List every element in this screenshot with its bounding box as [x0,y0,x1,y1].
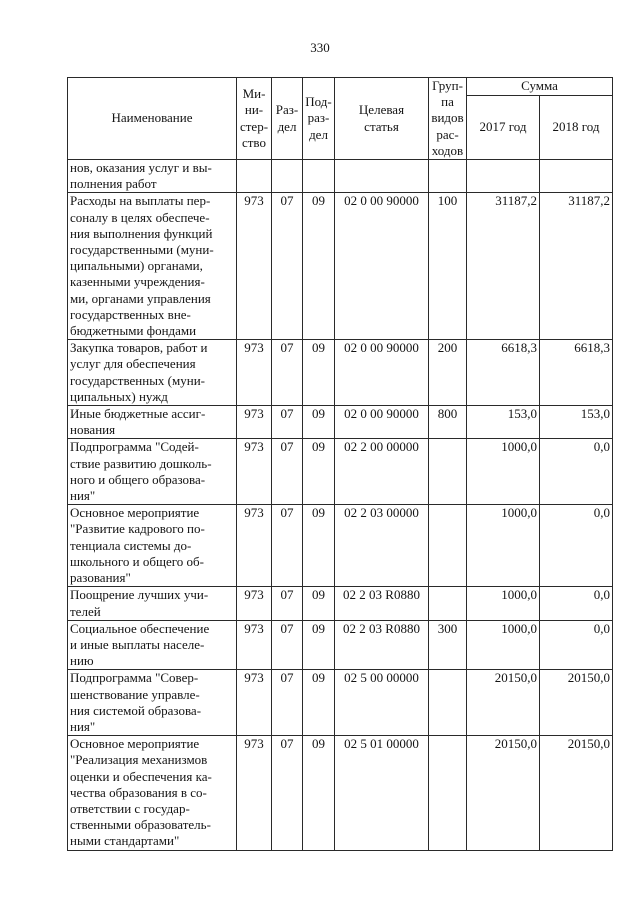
row-sum-2017: 1000,0 [467,620,540,670]
row-target-article: 02 2 00 00000 [335,439,429,505]
row-section: 07 [272,439,303,505]
row-ministry: 973 [237,670,272,736]
row-section [272,160,303,193]
row-sum-2018 [540,160,613,193]
row-sum-2018: 0,0 [540,587,613,620]
row-sum-2017: 153,0 [467,406,540,439]
row-name: Закупка товаров, работ и услуг для обеспечения государственных (муни- ципальных) нужд [68,340,237,406]
row-ministry: 973 [237,340,272,406]
header-year-2017: 2017 год [467,96,540,160]
row-ministry: 973 [237,193,272,340]
row-section: 07 [272,406,303,439]
table-row [68,736,613,850]
row-sum-2018: 153,0 [540,406,613,439]
row-sum-2018: 6618,3 [540,340,613,406]
row-name: Поощрение лучших учи- телей [68,587,237,620]
row-section: 07 [272,620,303,670]
row-name: Иные бюджетные ассиг- нования [68,406,237,439]
row-sum-2017: 20150,0 [467,736,540,850]
row-sum-2017: 1000,0 [467,439,540,505]
row-section: 07 [272,340,303,406]
row-sum-2018: 0,0 [540,505,613,587]
row-ministry [237,160,272,193]
row-ministry: 973 [237,439,272,505]
row-subsection: 09 [303,620,335,670]
row-section: 07 [272,670,303,736]
row-name: Расходы на выплаты пер- соналу в целях обеспече- ния выполнения функций государственными (муни- ципальными) органами, казенными учреждения- ми, органами управления государственных вне- бюджетными фондами [68,193,237,340]
row-ministry: 973 [237,406,272,439]
header-target: Целевая статья [335,78,429,160]
row-name: нов, оказания услуг и вы- полнения работ [68,160,237,193]
row-sum-2017 [467,160,540,193]
row-sum-2017: 20150,0 [467,670,540,736]
row-target-article: 02 5 01 00000 [335,736,429,850]
row-sum-2017: 1000,0 [467,587,540,620]
header-section: Раз- дел [272,78,303,160]
row-subsection [303,160,335,193]
row-subsection: 09 [303,439,335,505]
row-subsection: 09 [303,193,335,340]
row-name: Основное мероприятие "Реализация механизмов оценки и обеспечения ка- чества образования в со- ответствии с государ- ственными образователь- ными стандартами" [68,736,237,850]
row-ministry: 973 [237,505,272,587]
row-ministry: 973 [237,587,272,620]
row-sum-2017: 6618,3 [467,340,540,406]
row-sum-2017: 31187,2 [467,193,540,340]
row-expense-group: 200 [429,340,467,406]
row-expense-group [429,587,467,620]
row-section: 07 [272,736,303,850]
row-section: 07 [272,505,303,587]
row-name: Социальное обеспечение и иные выплаты населе- нию [68,620,237,670]
row-target-article: 02 2 03 R0880 [335,587,429,620]
row-name: Основное мероприятие "Развитие кадрового по- тенциала системы до- школьного и общего об- разования" [68,505,237,587]
row-subsection: 09 [303,736,335,850]
table-row [68,505,613,587]
header-ministry: Ми- ни- стер- ство [237,78,272,160]
row-expense-group [429,160,467,193]
row-subsection: 09 [303,505,335,587]
row-target-article: 02 0 00 90000 [335,340,429,406]
row-expense-group: 800 [429,406,467,439]
header-year-2018: 2018 год [540,96,613,160]
row-expense-group [429,505,467,587]
table-row [68,587,613,620]
header-sum: Сумма [467,78,613,96]
row-target-article: 02 0 00 90000 [335,406,429,439]
row-sum-2018: 0,0 [540,620,613,670]
row-target-article: 02 5 00 00000 [335,670,429,736]
table-row [68,193,613,340]
row-sum-2018: 20150,0 [540,670,613,736]
row-subsection: 09 [303,340,335,406]
row-name: Подпрограмма "Совер- шенствование управле- ния системой образова- ния" [68,670,237,736]
header-subsection: Под- раз- дел [303,78,335,160]
row-expense-group: 300 [429,620,467,670]
row-subsection: 09 [303,587,335,620]
row-name: Подпрограмма "Содей- ствие развитию дошколь- ного и общего образова- ния" [68,439,237,505]
row-target-article: 02 2 03 R0880 [335,620,429,670]
row-target-article: 02 0 00 90000 [335,193,429,340]
row-subsection: 09 [303,406,335,439]
table-row [68,160,613,193]
row-expense-group: 100 [429,193,467,340]
row-sum-2017: 1000,0 [467,505,540,587]
row-ministry: 973 [237,620,272,670]
header-name: Наименование [68,78,237,160]
row-sum-2018: 20150,0 [540,736,613,850]
table-row [68,439,613,505]
row-ministry: 973 [237,736,272,850]
table-row [68,620,613,670]
table-row [68,670,613,736]
row-sum-2018: 31187,2 [540,193,613,340]
header-group: Груп- па видов рас- ходов [429,78,467,160]
row-expense-group [429,439,467,505]
table-row [68,406,613,439]
row-section: 07 [272,587,303,620]
row-target-article: 02 2 03 00000 [335,505,429,587]
row-section: 07 [272,193,303,340]
row-sum-2018: 0,0 [540,439,613,505]
table-row [68,340,613,406]
row-expense-group [429,670,467,736]
row-target-article [335,160,429,193]
row-subsection: 09 [303,670,335,736]
page-number: 330 [310,40,330,55]
row-expense-group [429,736,467,850]
budget-table [67,77,613,851]
